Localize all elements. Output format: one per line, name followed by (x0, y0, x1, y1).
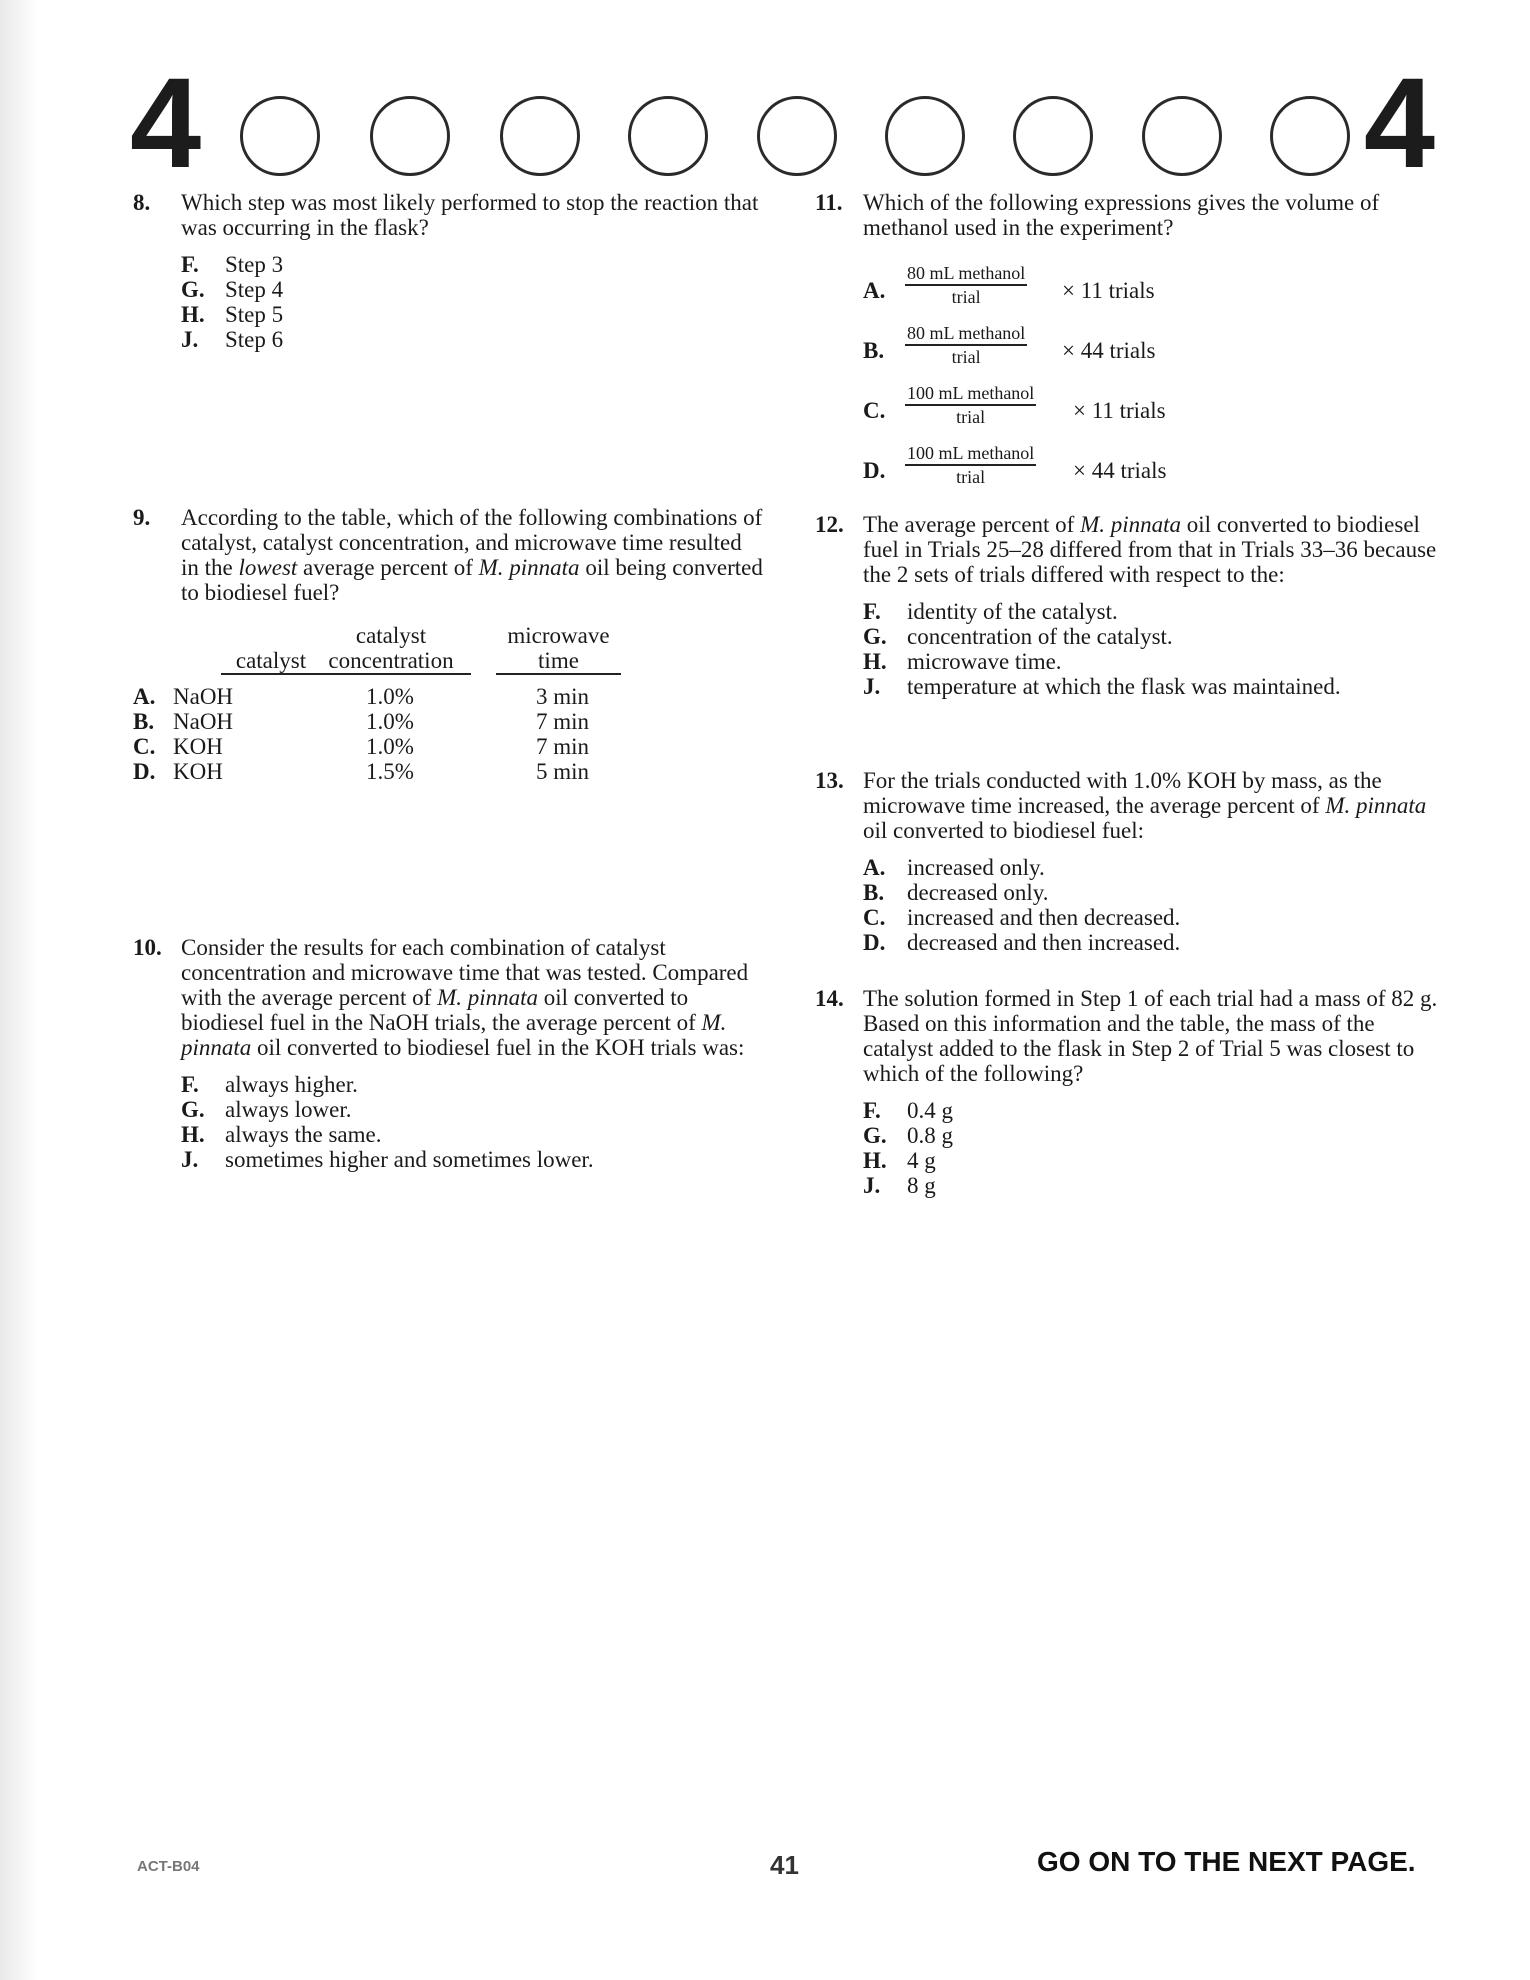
fraction: 80 mL methanol trial (907, 263, 1026, 307)
answer-options (815, 855, 1440, 955)
question-number: 13. (815, 768, 844, 793)
decorative-circle (757, 96, 837, 176)
decorative-circle (370, 96, 450, 176)
question-9: 9. According to the table, which of the following combinations of catalyst, catalyst concentration, and microwave time resulted in the lowest average percent of M. pinnata oil being converted to biodiesel fuel? catalyst catalyst concentration microwave time A. NaOH 1.0% 3 min B. NaOH 1.0% 7 min C. KOH 1.0% 7 min D. KOH 1.5% 5 min (133, 505, 763, 784)
fraction: 100 mL methanol trial (907, 383, 1035, 427)
answer-option-g[interactable]: G. Step 4 (181, 277, 284, 302)
question-13: 13. For the trials conducted with 1.0% KOH by mass, as the microwave time increased, the average percent of M. pinnata oil converted to biodiesel fuel: A. increased only. B. decreased only. C. increased and then decreased. D. decreased and then increased. (815, 768, 1440, 955)
answer-option-h[interactable]: H. always the same. (181, 1122, 382, 1147)
right-column (815, 190, 1440, 1210)
answer-option-f[interactable]: F. always higher. (181, 1072, 358, 1097)
left-column (133, 190, 763, 1210)
section-number-right: 4 (1363, 52, 1435, 195)
question-text: Which of the following expressions gives the volume of methanol used in the experiment? (863, 190, 1380, 240)
question-8 (133, 190, 763, 352)
answer-option-h[interactable]: H. microwave time. (863, 649, 1062, 674)
question-number: 11. (815, 190, 843, 215)
answer-option-g[interactable]: G. concentration of the catalyst. (863, 624, 1173, 649)
answer-option-h[interactable]: H. Step 5 (181, 302, 284, 327)
answer-options (815, 599, 1440, 699)
table-header-time: microwave time (496, 623, 621, 675)
question-number: 14. (815, 986, 844, 1011)
decorative-circle (1013, 96, 1093, 176)
answer-options (133, 252, 763, 352)
answer-option-c[interactable]: C. 100 mL methanol trial × 11 trials (863, 383, 1166, 427)
decorative-circle (240, 96, 320, 176)
answer-option-j[interactable]: J. 8 g (863, 1173, 936, 1198)
answer-option-f[interactable]: F. Step 3 (181, 252, 284, 277)
answer-option-f[interactable]: F. identity of the catalyst. (863, 599, 1118, 624)
decorative-circle (628, 96, 708, 176)
question-11 (815, 190, 1440, 500)
question-number: 12. (815, 512, 844, 537)
answer-option-j[interactable]: J. temperature at which the flask was maintained. (863, 674, 1341, 699)
question-number: 9. (133, 505, 151, 530)
question-12: 12. The average percent of M. pinnata oil converted to biodiesel fuel in Trials 25–28 differed from that in Trials 33–36 because the 2 sets of trials differed with respect to the: F. identity of the catalyst. G. concentration of the catalyst. H. microwave time. J. temperature at which the flask was maintained. (815, 512, 1440, 699)
answer-option-h[interactable]: H. 4 g (863, 1148, 936, 1173)
fraction: 80 mL methanol trial (907, 323, 1026, 367)
answer-option-d[interactable]: D. 100 mL methanol trial × 44 trials (863, 443, 1167, 487)
answer-option-c[interactable]: C. increased and then decreased. (863, 905, 1181, 930)
answer-option-b[interactable]: B. decreased only. (863, 880, 1049, 905)
table-header-catalyst: catalyst (221, 648, 321, 675)
answer-option-g[interactable]: G. always lower. (181, 1097, 352, 1122)
answer-option-a[interactable]: A. 80 mL methanol trial × 11 trials (863, 263, 1155, 307)
answer-option-j[interactable]: J. Step 6 (181, 327, 284, 352)
section-number-left: 4 (130, 52, 202, 195)
answer-option-a[interactable]: A. increased only. (863, 855, 1045, 880)
page-number: 41 (770, 1850, 799, 1880)
decorative-circle (1270, 96, 1350, 176)
answer-option-b[interactable]: B. 80 mL methanol trial × 44 trials (863, 323, 1156, 367)
answer-table: catalyst catalyst concentration microwave time A. NaOH 1.0% 3 min B. NaOH 1.0% 7 min C. KOH 1.0% 7 min D. KOH 1.5% 5 min (181, 623, 763, 783)
question-number: 8. (133, 190, 151, 215)
answer-option-f[interactable]: F. 0.4 g (863, 1098, 953, 1123)
question-text: Which step was most likely performed to stop the reaction that was occurring in the flask? (181, 190, 759, 240)
answer-option-j[interactable]: J. sometimes higher and sometimes lower. (181, 1147, 594, 1172)
decorative-circle (500, 96, 580, 176)
question-text: The solution formed in Step 1 of each trial had a mass of 82 g. Based on this information and the table, the mass of the catalyst added to the flask in Step 2 of Trial 5 was closest to which of the following? (863, 986, 1438, 1086)
scan-edge-shadow (0, 0, 38, 1980)
decorative-circle (1142, 96, 1222, 176)
question-14 (815, 986, 1440, 1198)
answer-options (133, 1072, 763, 1172)
next-page-label: GO ON TO THE NEXT PAGE. (1037, 1846, 1416, 1877)
fraction: 100 mL methanol trial (907, 443, 1035, 487)
table-header-concentration: catalyst concentration (311, 623, 471, 675)
question-number: 10. (133, 935, 162, 960)
answer-options (815, 1098, 1440, 1198)
test-code: ACT-B04 (137, 1858, 200, 1875)
decorative-circle (885, 96, 965, 176)
section-header (130, 52, 1435, 195)
answer-option-d[interactable]: D. decreased and then increased. (863, 930, 1181, 955)
answer-option-g[interactable]: G. 0.8 g (863, 1123, 953, 1148)
question-10: 10. Consider the results for each combination of catalyst concentration and microwave time that was tested. Compared with the average percent of M. pinnata oil converted to biodiesel fuel in the NaOH trials, the average percent of M. pinnata oil converted to biodiesel fuel in the KOH trials was: F. always higher. G. always lower. H. always the same. J. sometimes higher and sometimes lower. (133, 935, 763, 1172)
answer-options (815, 260, 1440, 500)
